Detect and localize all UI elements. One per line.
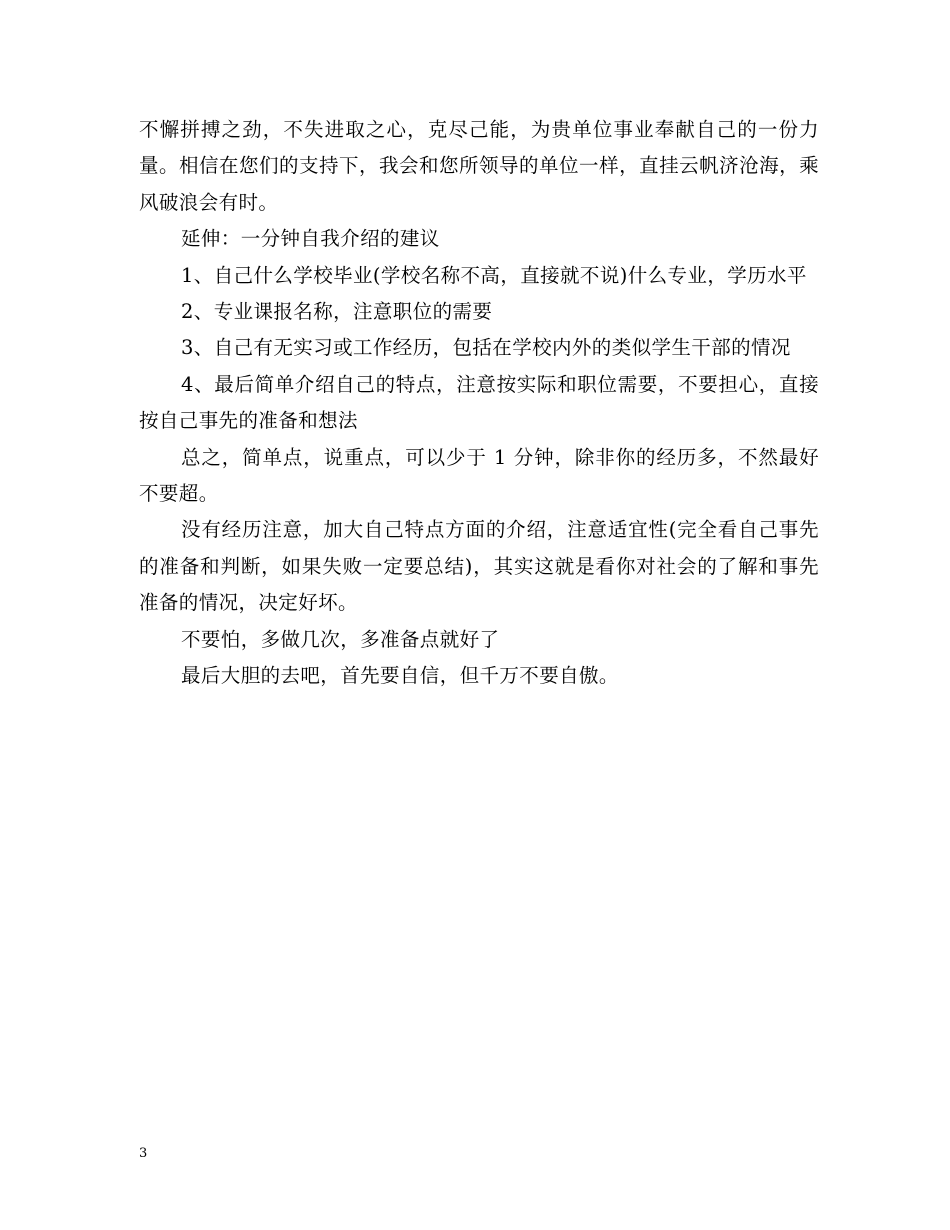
paragraph-be-confident: 最后大胆的去吧，首先要自信，但千万不要自傲。 (181, 664, 619, 688)
paragraph-dont-fear: 不要怕，多做几次，多准备点就好了 (181, 627, 500, 651)
paragraph-tip-1: 1、自己什么学校毕业(学校名称不高，直接就不说)什么专业，学历水平 (181, 263, 807, 287)
paragraph-summary: 总之，简单点，说重点，可以少于 1 分钟，除非你的经历多，不然最好不要超。 (139, 445, 819, 506)
body-text (139, 112, 819, 695)
paragraph-tip-2: 2、专业课报名称，注意职位的需要 (181, 300, 493, 324)
paragraph-tip-4: 4、最后简单介绍自己的特点，注意按实际和职位需要，不要担心，直接按自己事先的准备和想法 (139, 372, 819, 433)
paragraph-continuation: 不懈拼搏之劲，不失进取之心，克尽己能，为贵单位事业奉献自己的一份力量。相信在您们的支持下，我会和您所领导的单位一样，直挂云帆济沧海，乘风破浪会有时。 (139, 118, 819, 214)
paragraph-extension-heading: 延伸：一分钟自我介绍的建议 (181, 227, 440, 251)
paragraph-tip-3: 3、自己有无实习或工作经历，包括在学校内外的类似学生干部的情况 (181, 336, 791, 360)
page-number: 3 (139, 1146, 148, 1161)
paragraph-no-experience: 没有经历注意，加大自己特点方面的介绍，注意适宜性(完全看自己事先的准备和判断，如果失败一定要总结)，其实这就是看你对社会的了解和事先准备的情况，决定好坏。 (139, 518, 819, 615)
